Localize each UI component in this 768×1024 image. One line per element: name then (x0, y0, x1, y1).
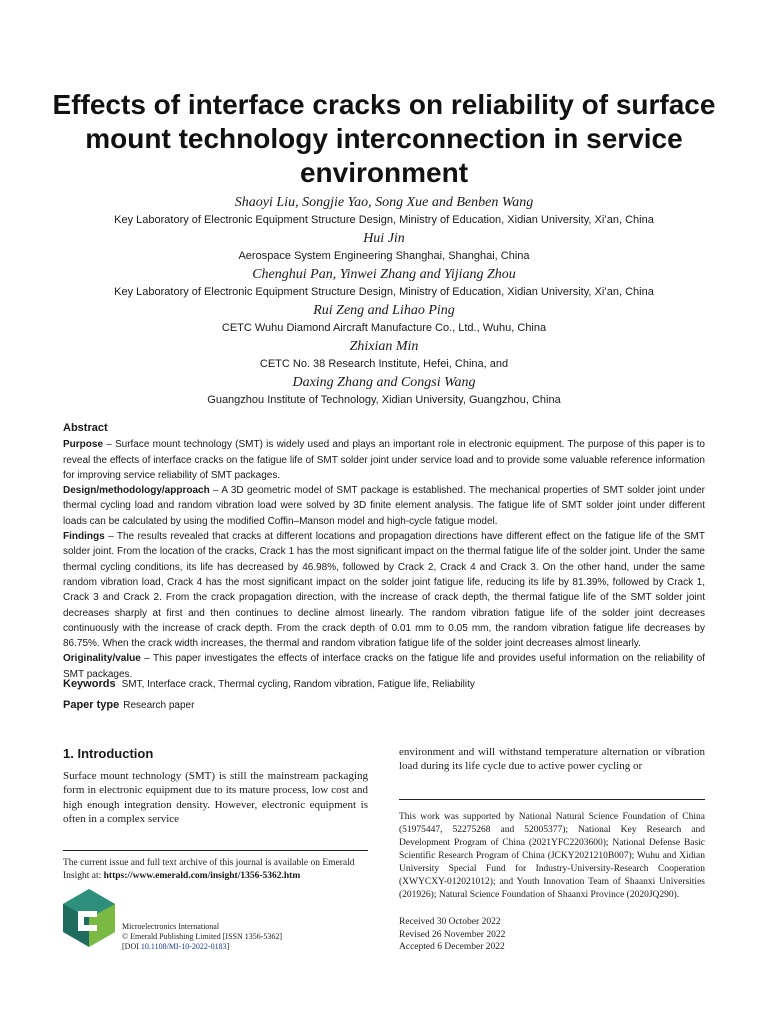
abstract-text: – This paper investigates the effects of interface cracks on the fatigue life and provides useful information on the reliability of SMT packages. (63, 653, 705, 680)
abstract-heading: Abstract (63, 422, 108, 434)
revised-date: Revised 26 November 2022 (399, 929, 506, 940)
funding-note: This work was supported by National Natural Science Foundation of China (51975447, 52275268 and 52005377); National Key Research and Development Program of China (2021YFC2203600); National Defense Basic Scientific Research Program of China (JCKY2021210B007); Wuhu and Xidian University Special Fund for Industry-University-Research Cooperation (XWYCXY-012021012); and Youth Innovation Team of Shaanxi Universities (201926); Natural Science Foundation of Shaanxi Province (2020JQ290). (399, 812, 705, 900)
access-note-text: The current issue and full text archive of this journal is available on Emerald Insight at: (63, 858, 355, 881)
institution: Key Laboratory of Electronic Equipment Structure Design, Ministry of Education, Xidian University, Xi’an, China (114, 214, 654, 226)
received-date: Received 30 October 2022 (399, 917, 501, 927)
author-group: Chenghui Pan, Yinwei Zhang and Yijiang Zhou (252, 267, 516, 282)
abstract-text: – A 3D geometric model of SMT package is established. The mechanical properties of SMT solder joint under thermal cycling load and random vibration load were solved by 3D finite element analysis. The fatigue life of SMT solder joint under different loads can be calculated by using the modified Coffin–Manson model and high-cycle fatigue model. (63, 485, 705, 527)
paper-type-value: Research paper (123, 700, 195, 711)
abstract-label: Originality/value (63, 653, 141, 665)
paper-title: Effects of interface cracks on reliability of surface mount technology interconnection in service environment (52, 89, 716, 188)
publisher-issn: © Emerald Publishing Limited [ISSN 1356-5362] (122, 932, 283, 941)
author-group: Daxing Zhang and Congsi Wang (292, 375, 476, 390)
author-group: Shaoyi Liu, Songjie Yao, Song Xue and Benben Wang (234, 195, 534, 210)
author-group: Zhixian Min (349, 339, 419, 354)
institution: CETC No. 38 Research Institute, Hefei, China, and (259, 358, 509, 370)
article-dates (399, 916, 705, 954)
footnote-divider (63, 850, 368, 851)
intro-paragraph-left: Surface mount technology (SMT) is still the mainstream packaging form in electronic equipment due to its mature process, low cost and high enough integration density. However, electronic equipment is often in a complex service (63, 770, 368, 826)
doi-prefix: [DOI (122, 942, 141, 951)
institution: CETC Wuhu Diamond Aircraft Manufacture Co., Ltd., Wuhu, China (221, 322, 547, 334)
journal-name: Microelectronics International (122, 922, 220, 931)
author-group: Rui Zeng and Lihao Ping (313, 303, 455, 318)
journal-access-note (63, 857, 368, 883)
institution: Guangzhou Institute of Technology, Xidian University, Guangzhou, China (207, 394, 561, 406)
institution: Aerospace System Engineering Shanghai, Shanghai, China (238, 250, 530, 262)
author-affiliations (40, 194, 728, 410)
keywords-text: SMT, Interface crack, Thermal cycling, Random vibration, Fatigue life, Reliability (121, 679, 475, 690)
funding-divider (399, 799, 705, 800)
intro-paragraph-right: environment and will withstand temperature alternation or vibration load during its life cycle due to active power cycling or (399, 746, 705, 773)
doi-line (122, 942, 372, 952)
emerald-logo-icon (63, 889, 115, 947)
keywords-label: Keywords (63, 678, 116, 690)
paper-type-label: Paper type (63, 699, 120, 711)
abstract-text: – Surface mount technology (SMT) is widely used and plays an important role in electronic equipment. The purpose of this paper is to reveal the effects of interface cracks on the fatigue life of SMT solder joint under service load and to provide some valuable reference information for improving service reliability of SMT packages. (63, 439, 705, 481)
abstract-label: Design/methodology/approach (63, 485, 210, 497)
journal-archive-link[interactable]: https://www.emerald.com/insight/1356-5362.htm (103, 871, 301, 881)
journal-info (122, 922, 372, 952)
abstract-label: Findings (63, 531, 105, 543)
section-heading: 1. Introduction (63, 746, 154, 761)
author-group: Hui Jin (363, 231, 405, 246)
doi-suffix: ] (226, 942, 230, 951)
keywords (63, 678, 705, 690)
institution: Key Laboratory of Electronic Equipment Structure Design, Ministry of Education, Xidian University, Xi’an, China (114, 286, 654, 298)
abstract-purpose (63, 437, 705, 483)
abstract-findings (63, 529, 705, 651)
doi-link[interactable]: 10.1108/MI-10-2022-0183 (140, 942, 227, 951)
paper-type (63, 699, 194, 711)
abstract-design (63, 483, 705, 529)
abstract (63, 421, 705, 682)
accepted-date: Accepted 6 December 2022 (399, 942, 505, 952)
abstract-label: Purpose (63, 439, 104, 451)
abstract-text: – The results revealed that cracks at different locations and propagation directions have different effect on the fatigue life of the SMT solder joint. From the location of the cracks, Crack 1 has the most significant impact on the thermal fatigue life of the solder joint. Under the same thermal cycling conditions, its life has decreased by 46.98%, followed by Crack 2, Crack 4 and Crack 3. On the other hand, under the same random vibration load, Crack 4 has the most significant impact on the solder joint fatigue life, reducing its life by 81.39%, followed by Crack 1, Crack 3 and Crack 2. From the crack propagation direction, with the increase of crack depth, the thermal fatigue life of the SMT solder joint decreases sharply at first and then continues to decline almost linearly. The random vibration fatigue life of the solder joint decreases continuously with the increase of crack depth. From the crack depth of 0.01 mm to 0.05 mm, the random vibration fatigue life decreases by 86.75%. When the crack width increases, the thermal and random vibration fatigue life of the solder joint decreases almost linearly. (63, 531, 705, 650)
